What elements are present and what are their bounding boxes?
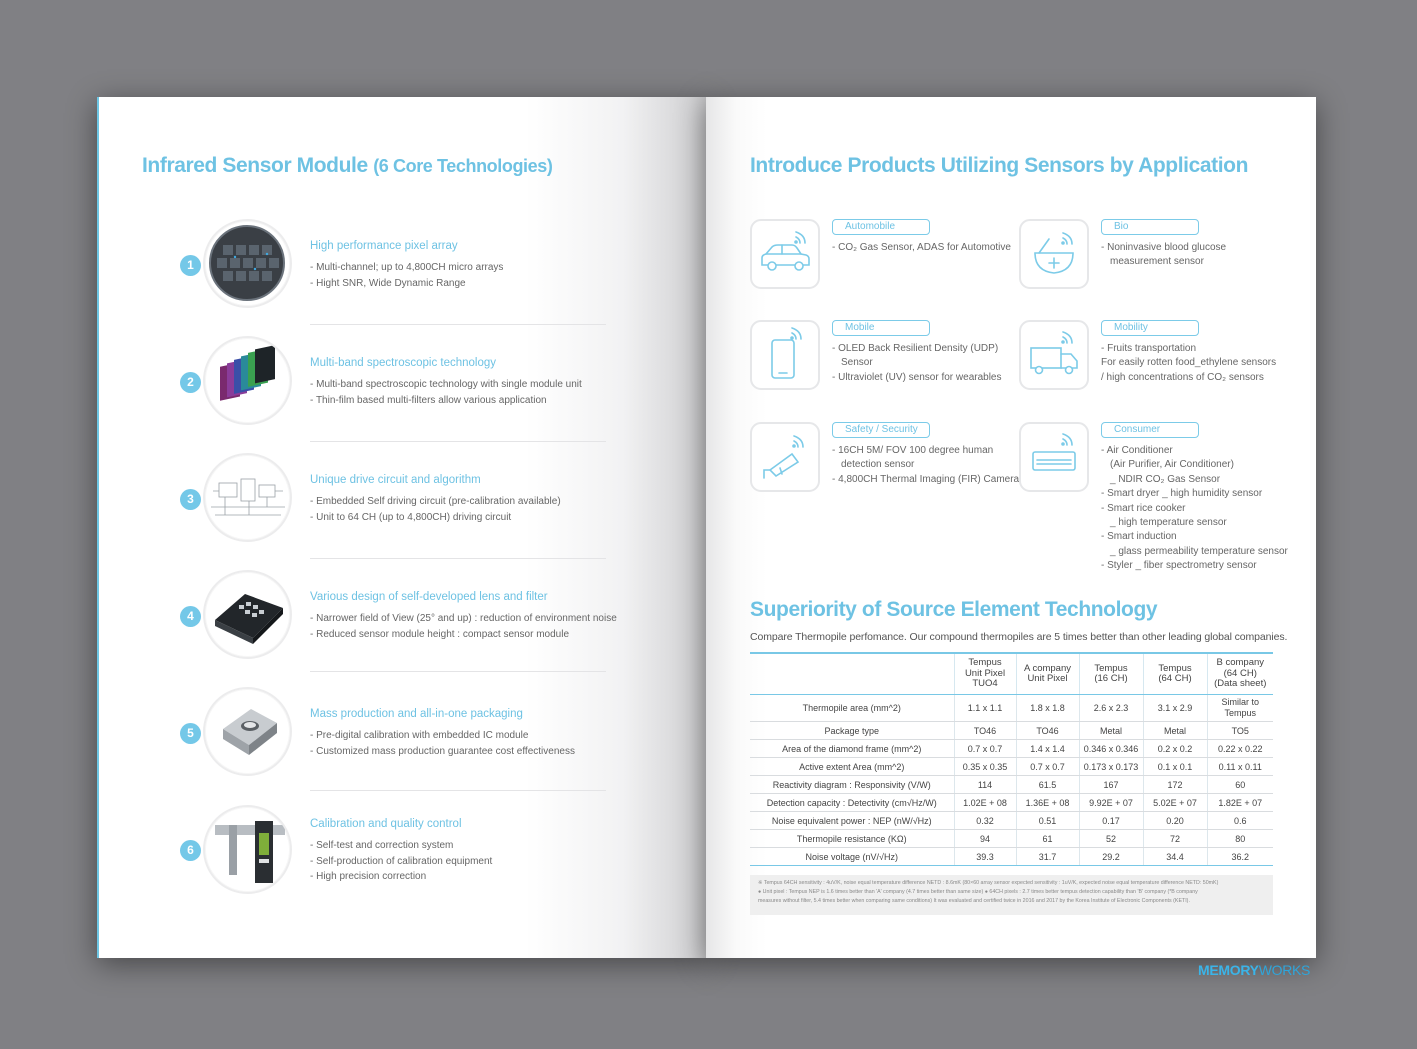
- tech-lines: [310, 260, 503, 291]
- package-image: [203, 687, 292, 776]
- table-cell: 0.22 x 0.22: [1207, 740, 1273, 758]
- table-cell: 29.2: [1079, 848, 1143, 866]
- table-cell: 0.7 x 0.7: [1016, 758, 1079, 776]
- tech-line: - Hight SNR, Wide Dynamic Range: [310, 276, 503, 292]
- tech-title: Calibration and quality control: [310, 818, 462, 830]
- app-tag: Mobile: [832, 320, 930, 336]
- app-lines: [832, 444, 1019, 487]
- app-tag: Consumer: [1101, 422, 1199, 438]
- table-cell: TO46: [1016, 722, 1079, 740]
- car-icon: [750, 219, 820, 289]
- tech-item-6: [99, 805, 699, 900]
- row-label: Area of the diamond frame (mm^2): [750, 740, 954, 758]
- footnote: ● Unit pixel : Tempus NEP is 1.6 times better than 'A' company (4.7 times better than same size) ● 64CH pixels : 2.7 times better tempus detection capability than 'B' company (*B company: [758, 889, 1198, 895]
- table-cell: 1.4 x 1.4: [1016, 740, 1079, 758]
- tech-line: - Multi-band spectroscopic technology with single module unit: [310, 377, 582, 393]
- tech-line: - Narrower field of View (25° and up) : reduction of environment noise: [310, 611, 617, 627]
- table-row: [750, 722, 1273, 740]
- table-cell: 1.02E + 08: [954, 794, 1016, 812]
- table-cell: 1.36E + 08: [1016, 794, 1079, 812]
- app-line: - Styler _ fiber spectrometry sensor: [1101, 559, 1288, 573]
- app-line: - Air Conditioner: [1101, 444, 1288, 458]
- table-cell: 0.1 x 0.1: [1143, 758, 1207, 776]
- table-cell: 5.02E + 07: [1143, 794, 1207, 812]
- table-header-row: [750, 653, 1273, 695]
- divider: [310, 324, 606, 325]
- app-line: detection sensor: [841, 459, 915, 471]
- tech-title: Various design of self-developed lens and filter: [310, 591, 548, 603]
- tech-item-3: [99, 453, 699, 548]
- table-cell: 0.346 x 0.346: [1079, 740, 1143, 758]
- app-line: - 16CH 5M/ FOV 100 degree human: [832, 444, 1019, 458]
- table-cell: 0.6: [1207, 812, 1273, 830]
- left-page-title: [142, 154, 552, 178]
- table-cell: 0.2 x 0.2: [1143, 740, 1207, 758]
- tech-lines: [310, 728, 575, 759]
- brand-logo: [1198, 962, 1310, 978]
- app-line: For easily rotten food_ethylene sensors: [1101, 357, 1277, 369]
- tech-title: High performance pixel array: [310, 240, 458, 252]
- tech-item-1: [99, 219, 699, 314]
- app-line: _ high temperature sensor: [1110, 517, 1227, 529]
- header-cell: A company Unit Pixel: [1016, 653, 1079, 695]
- tech-line: - Pre-digital calibration with embedded IC module: [310, 728, 575, 744]
- table-cell: 114: [954, 776, 1016, 794]
- tech-number: 6: [180, 840, 201, 861]
- title-main: Infrared Sensor Module: [142, 154, 368, 177]
- tech-number: 3: [180, 489, 201, 510]
- app-line: (Air Purifier, Air Conditioner): [1110, 459, 1234, 471]
- comparison-intro: Compare Thermopile perfomance. Our compound thermopiles are 5 times better than other leading global companies.: [750, 631, 1288, 643]
- table-cell: 34.4: [1143, 848, 1207, 866]
- divider: [310, 441, 606, 442]
- tech-lines: [310, 838, 492, 885]
- row-label: Noise voltage (nV/√Hz): [750, 848, 954, 866]
- app-line: - Smart dryer _ high humidity sensor: [1101, 487, 1288, 501]
- tech-line: - Unit to 64 CH (up to 4,800CH) driving circuit: [310, 510, 561, 526]
- thermopile-comparison-table: [750, 652, 1273, 866]
- table-cell: 0.7 x 0.7: [954, 740, 1016, 758]
- tech-item-2: [99, 336, 699, 431]
- air-conditioner-icon: [1019, 422, 1089, 492]
- security-camera-icon: [750, 422, 820, 492]
- table-cell: 1.8 x 1.8: [1016, 695, 1079, 722]
- table-cell: 1.82E + 07: [1207, 794, 1273, 812]
- tech-line: - Multi-channel; up to 4,800CH micro arrays: [310, 260, 503, 276]
- table-row: [750, 812, 1273, 830]
- tech-line: - Thin-film based multi-filters allow various application: [310, 393, 582, 409]
- table-row: [750, 758, 1273, 776]
- tech-title: Mass production and all-in-one packaging: [310, 708, 523, 720]
- table-cell: 167: [1079, 776, 1143, 794]
- table-cell: 0.17: [1079, 812, 1143, 830]
- tech-number: 4: [180, 606, 201, 627]
- table-cell: 0.51: [1016, 812, 1079, 830]
- header-blank: [750, 653, 954, 695]
- app-line: - Fruits transportation: [1101, 342, 1276, 356]
- lens-module-image: [203, 570, 292, 659]
- app-line: Sensor: [841, 357, 873, 369]
- smartphone-icon: [750, 320, 820, 390]
- app-line: - CO₂ Gas Sensor, ADAS for Automotive: [832, 241, 1011, 255]
- table-cell: 2.6 x 2.3: [1079, 695, 1143, 722]
- brand-works: WORKS: [1258, 962, 1311, 978]
- table-row: [750, 776, 1273, 794]
- app-tag: Mobility: [1101, 320, 1199, 336]
- truck-icon: [1019, 320, 1089, 390]
- footnotes: [750, 875, 1273, 915]
- tech-line: - High precision correction: [310, 869, 492, 885]
- app-lines: [832, 342, 1002, 385]
- left-page: [97, 97, 708, 958]
- wafer-image: [203, 219, 292, 308]
- row-label: Thermopile area (mm^2): [750, 695, 954, 722]
- header-cell: B company (64 CH) (Data sheet): [1207, 653, 1273, 695]
- table-cell: 0.11 x 0.11: [1207, 758, 1273, 776]
- table-cell: 0.20: [1143, 812, 1207, 830]
- tech-lines: [310, 377, 582, 408]
- tech-item-4: [99, 570, 699, 665]
- superiority-title: Superiority of Source Element Technology: [750, 598, 1158, 621]
- app-lines: [832, 241, 1011, 255]
- tech-number: 2: [180, 372, 201, 393]
- table-cell: Similar to Tempus: [1207, 695, 1273, 722]
- table-cell: 52: [1079, 830, 1143, 848]
- table-cell: 60: [1207, 776, 1273, 794]
- table-cell: 72: [1143, 830, 1207, 848]
- app-line: - 4,800CH Thermal Imaging (FIR) Camera: [832, 473, 1019, 487]
- table-cell: 31.7: [1016, 848, 1079, 866]
- tech-line: - Customized mass production guarantee cost effectiveness: [310, 744, 575, 760]
- tech-title: Unique drive circuit and algorithm: [310, 474, 481, 486]
- header-cell: Tempus Unit Pixel TUO4: [954, 653, 1016, 695]
- tech-lines: [310, 494, 561, 525]
- right-page: [706, 97, 1316, 958]
- table-cell: 80: [1207, 830, 1273, 848]
- table-cell: 172: [1143, 776, 1207, 794]
- filter-stack-image: [203, 336, 292, 425]
- table-cell: 94: [954, 830, 1016, 848]
- row-label: Thermopile resistance (KΩ): [750, 830, 954, 848]
- app-tag: Safety / Security: [832, 422, 930, 438]
- caliper-image: [203, 805, 292, 894]
- tech-item-5: [99, 687, 699, 782]
- app-line: measurement sensor: [1110, 256, 1204, 268]
- tech-number: 1: [180, 255, 201, 276]
- title-sub: (6 Core Technologies): [373, 156, 553, 176]
- row-label: Active extent Area (mm^2): [750, 758, 954, 776]
- table-cell: 0.35 x 0.35: [954, 758, 1016, 776]
- header-cell: Tempus (64 CH): [1143, 653, 1207, 695]
- tech-title: Multi-band spectroscopic technology: [310, 357, 497, 369]
- app-lines: [1101, 342, 1276, 385]
- table-cell: Metal: [1143, 722, 1207, 740]
- tech-number: 5: [180, 723, 201, 744]
- circuit-diagram-image: [203, 453, 292, 542]
- row-label: Reactivity diagram : Responsivity (V/W): [750, 776, 954, 794]
- table-cell: 1.1 x 1.1: [954, 695, 1016, 722]
- app-line: - Smart rice cooker: [1101, 502, 1288, 516]
- table-cell: 3.1 x 2.9: [1143, 695, 1207, 722]
- divider: [310, 671, 606, 672]
- tech-line: - Embedded Self driving circuit (pre-calibration available): [310, 494, 561, 510]
- header-cell: Tempus (16 CH): [1079, 653, 1143, 695]
- app-line: / high concentrations of CO₂ sensors: [1101, 371, 1264, 383]
- app-tag: Bio: [1101, 219, 1199, 235]
- tech-line: - Reduced sensor module height : compact sensor module: [310, 627, 617, 643]
- table-cell: 0.173 x 0.173: [1079, 758, 1143, 776]
- row-label: Noise equivalent power : NEP (nW/√Hz): [750, 812, 954, 830]
- brand-memory: MEMORY: [1198, 962, 1259, 978]
- table-cell: 61: [1016, 830, 1079, 848]
- table-cell: TO5: [1207, 722, 1273, 740]
- table-cell: 9.92E + 07: [1079, 794, 1143, 812]
- table-row: [750, 848, 1273, 866]
- app-line: _ glass permeability temperature sensor: [1110, 545, 1288, 557]
- app-line: - Ultraviolet (UV) sensor for wearables: [832, 371, 1002, 385]
- mortar-icon: [1019, 219, 1089, 289]
- table-row: [750, 695, 1273, 722]
- footnote: measures without filter, 5.4 times better when comparing same conditions) It was evaluated and certified twice in 2016 and 2017 by the Korea Institute of Electronic Components (KETI).: [758, 898, 1190, 904]
- table-row: [750, 830, 1273, 848]
- table-cell: 61.5: [1016, 776, 1079, 794]
- divider: [310, 790, 606, 791]
- tech-line: - Self-production of calibration equipment: [310, 854, 492, 870]
- divider: [310, 558, 606, 559]
- table-row: [750, 794, 1273, 812]
- table-cell: 39.3: [954, 848, 1016, 866]
- app-line: - Smart induction: [1101, 530, 1288, 544]
- row-label: Package type: [750, 722, 954, 740]
- app-line: _ NDIR CO₂ Gas Sensor: [1110, 473, 1221, 485]
- app-lines: [1101, 241, 1226, 270]
- row-label: Detection capacity : Detectivity (cm√Hz/W): [750, 794, 954, 812]
- app-tag: Automobile: [832, 219, 930, 235]
- table-cell: Metal: [1079, 722, 1143, 740]
- table-cell: TO46: [954, 722, 1016, 740]
- tech-lines: [310, 611, 617, 642]
- tech-line: - Self-test and correction system: [310, 838, 492, 854]
- app-lines: [1101, 444, 1288, 574]
- applications-title: Introduce Products Utilizing Sensors by Application: [750, 154, 1249, 177]
- table-cell: 0.32: [954, 812, 1016, 830]
- app-line: - Noninvasive blood glucose: [1101, 241, 1226, 255]
- app-line: - OLED Back Resilient Density (UDP): [832, 342, 1002, 356]
- table-row: [750, 740, 1273, 758]
- footnote: ※ Tempus 64CH sensitivity : 4uV/K, noise equal temperature difference NETD : 8.6mK (80×60 array sensor expected sensitivity : 1uV/K, expected noise equal temperature difference NETD: 50mK): [758, 880, 1219, 886]
- table-cell: 36.2: [1207, 848, 1273, 866]
